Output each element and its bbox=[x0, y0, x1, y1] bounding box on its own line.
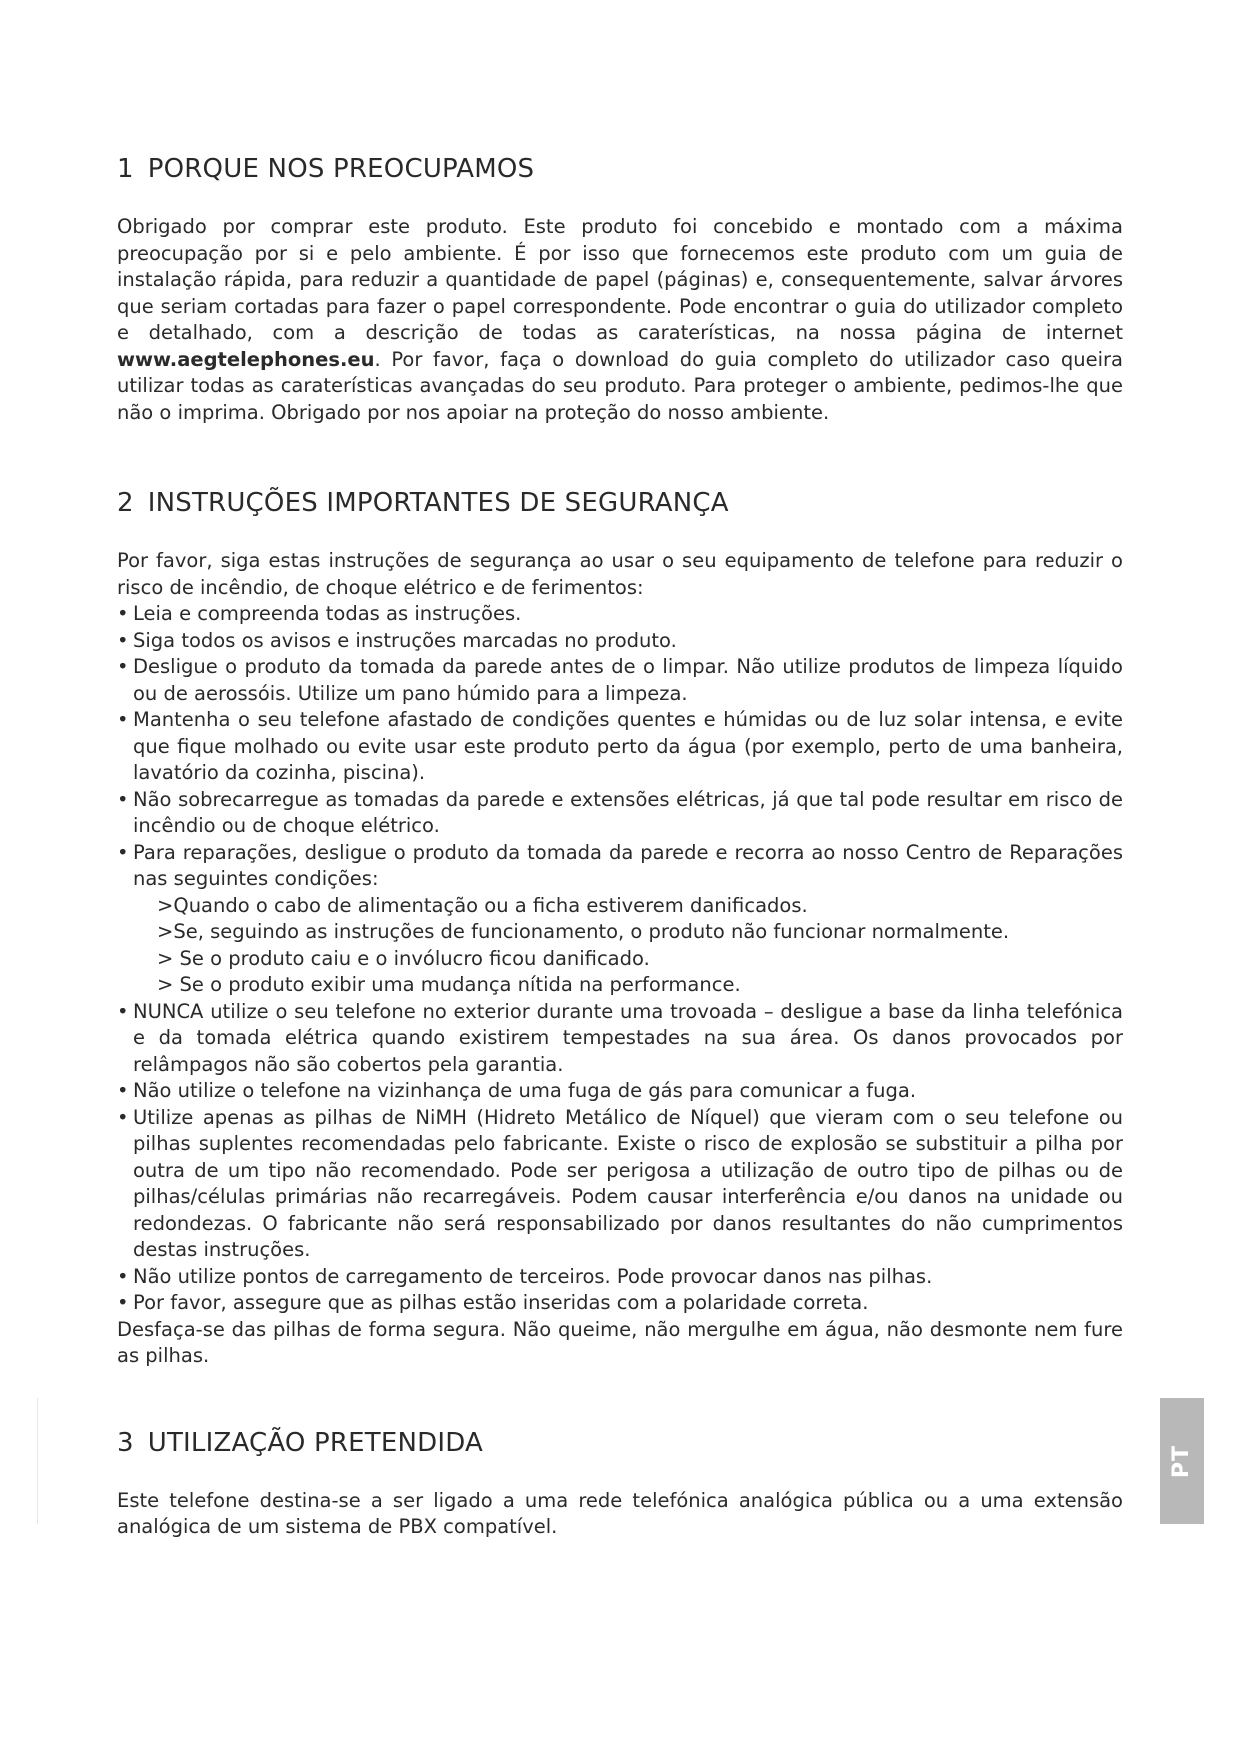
list-item: • Siga todos os avisos e instruções marcadas no produto. bbox=[117, 628, 1123, 655]
section-number: 1 bbox=[117, 154, 134, 184]
list-item: • Leia e compreenda todas as instruções. bbox=[117, 601, 1123, 628]
section-closing: Desfaça-se das pilhas de forma segura. Não queime, não mergulhe em água, não desmonte nem fure as pilhas. bbox=[117, 1317, 1123, 1367]
margin-rule bbox=[37, 1398, 38, 1524]
website-link[interactable]: www.aegtelephones.eu bbox=[117, 347, 375, 371]
sub-list-item: >Quando o cabo de alimentação ou a ficha estiverem danificados. bbox=[157, 893, 808, 917]
list-item: • Desligue o produto da tomada da parede antes de o limpar. Não utilize produtos de limpeza líquido ou de aerossóis. Utilize um pano húmido para a limpeza. bbox=[117, 654, 1123, 707]
paragraph-text: Obrigado por comprar este produto. Este produto foi concebido e montado com a máxima preocupação por si e pelo ambiente. É por isso que fornecemos este produto com um guia de instalação rápida, para reduzir a quantidade de papel (páginas) e, consequentemente, salvar árvores que seriam cortadas para fazer o papel correspondente. Pode encontrar o guia do utilizador completo e detalhado, com a descrição de todas as caraterísticas, na nossa página de internet bbox=[117, 215, 1123, 344]
language-tab-label: PT bbox=[1169, 1444, 1195, 1478]
section-intro: Por favor, siga estas instruções de segurança ao usar o seu equipamento de telefone para reduzir o risco de incêndio, de choque elétrico e de ferimentos: bbox=[117, 549, 1123, 599]
paragraph-text: . Por favor, faça o download do guia completo do utilizador caso queira utilizar todas as caraterísticas avançadas do seu produto. Para proteger o ambiente, pedimos-lhe que não o imprima. Obrigado por nos apoiar na proteção do nosso ambiente. bbox=[117, 347, 1123, 424]
sub-list-item: > Se o produto caiu e o invólucro ficou danificado. bbox=[157, 946, 650, 970]
section-heading bbox=[117, 488, 1123, 518]
list-item: • Não utilize o telefone na vizinhança de uma fuga de gás para comunicar a fuga. bbox=[117, 1078, 1123, 1105]
section-title: PORQUE NOS PREOCUPAMOS bbox=[147, 154, 535, 184]
section-number: 3 bbox=[117, 1427, 134, 1458]
list-item: • Por favor, assegure que as pilhas estão inseridas com a polaridade correta. bbox=[117, 1290, 1123, 1317]
sub-list-item: >Se, seguindo as instruções de funcionamento, o produto não funcionar normalmente. bbox=[157, 920, 1010, 943]
section-heading bbox=[117, 1428, 1123, 1458]
document-body bbox=[117, 154, 1123, 1541]
list-item: • NUNCA utilize o seu telefone no exterior durante uma trovoada – desligue a base da linha telefónica e da tomada elétrica quando existirem tempestades na sua área. Os danos provocados por relâmpagos não são cobertos pela garantia. bbox=[117, 999, 1123, 1079]
list-item-text: Para reparações, desligue o produto da tomada da parede e recorra ao nosso Centro de Reparações nas seguintes condições: bbox=[133, 840, 1123, 890]
language-tab bbox=[1160, 1398, 1204, 1524]
list-item: • Utilize apenas as pilhas de NiMH (Hidreto Metálico de Níquel) que vieram com o seu telefone ou pilhas suplentes recomendadas pelo fabricante. Existe o risco de explosão se substituir a pilha por outra de um tipo não recomendado. Pode ser perigosa a utilização de outro tipo de pilhas ou de pilhas/células primárias não recarregáveis. Podem causar interferência e/ou danos na unidade ou redondezas. O fabricante não será responsabilizado por danos resultantes do não cumprimentos destas instruções. bbox=[117, 1105, 1123, 1264]
section-heading bbox=[117, 154, 1123, 184]
section-why-we-care bbox=[117, 154, 1123, 426]
section-paragraph bbox=[117, 214, 1123, 426]
sub-list-item: > Se o produto exibir uma mudança nítida na performance. bbox=[157, 973, 741, 996]
list-item: • Não sobrecarregue as tomadas da parede e extensões elétricas, já que tal pode resultar em risco de incêndio ou de choque elétrico. bbox=[117, 787, 1123, 840]
section-number: 2 bbox=[117, 488, 134, 518]
section-intended-use bbox=[117, 1428, 1123, 1541]
list-item: • Não utilize pontos de carregamento de terceiros. Pode provocar danos nas pilhas. bbox=[117, 1264, 1123, 1291]
sub-list bbox=[133, 893, 1123, 999]
section-title: UTILIZAÇÃO PRETENDIDA bbox=[147, 1427, 484, 1458]
list-item-with-subitems bbox=[117, 840, 1123, 999]
safety-list bbox=[117, 601, 1123, 1317]
list-item: • Mantenha o seu telefone afastado de condições quentes e húmidas ou de luz solar intensa, e evite que fique molhado ou evite usar este produto perto da água (por exemplo, perto de uma banheira, lavatório da cozinha, piscina). bbox=[117, 707, 1123, 787]
section-safety-instructions bbox=[117, 488, 1123, 1370]
section-paragraph: Este telefone destina-se a ser ligado a uma rede telefónica analógica pública ou a uma extensão analógica de um sistema de PBX compatível. bbox=[117, 1488, 1123, 1538]
section-title: INSTRUÇÕES IMPORTANTES DE SEGURANÇA bbox=[147, 488, 729, 518]
